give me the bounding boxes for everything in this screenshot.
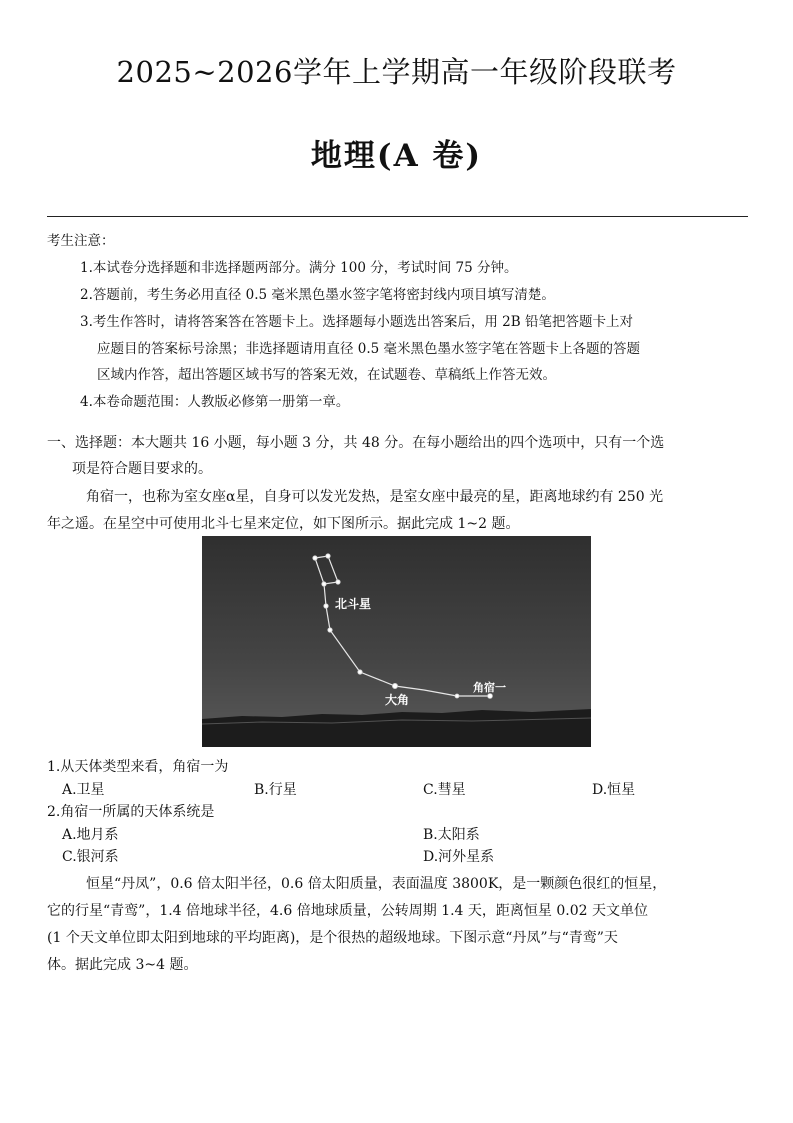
notice-heading: 考生注意： [47,233,115,249]
q2-option-a: A.地月系 [62,827,119,843]
page-title: 2025~2026学年上学期高一年级阶段联考 [116,55,677,89]
star-map-figure [202,536,591,747]
passage-2-line-4: 体。据此完成 3~4 题。 [47,957,198,973]
label-beidou: 北斗星 [335,597,372,611]
q1-option-a: A.卫星 [62,782,105,798]
q2-option-d: D.河外星系 [423,849,495,865]
passage-1-line-1: 角宿一，也称为室女座α星，自身可以发光发热，是室女座中最亮的星，距离地球约有 250 光 [86,489,664,505]
q2-option-c: C.银河系 [62,849,119,865]
header-divider [47,216,748,217]
label-dajiao: 大角 [385,693,410,707]
q1-option-b: B.行星 [254,782,297,798]
page-subtitle: 地理(A 卷) [310,138,483,174]
section-heading: 一、选择题：本大题共 16 小题，每小题 3 分，共 48 分。在每小题给出的四个选项中，只有一个选 [47,435,665,451]
q2-option-b: B.太阳系 [423,827,480,843]
q1-stem: 1.从天体类型来看，角宿一为 [47,759,229,775]
notice-item-1: 1.本试卷分选择题和非选择题两部分。满分 100 分，考试时间 75 分钟。 [80,260,518,276]
label-jiaosu: 角宿一 [473,681,506,694]
q2-stem: 2.角宿一所属的天体系统是 [47,804,215,820]
notice-item-3-cont-1: 应题目的答案标号涂黑；非选择题请用直径 0.5 毫米黑色墨水签字笔在答题卡上各题的答题 [97,341,641,357]
notice-item-2: 2.答题前，考生务必用直径 0.5 毫米黑色墨水签字笔将密封线内项目填写清楚。 [80,287,555,303]
notice-item-3: 3.考生作答时，请将答案答在答题卡上。选择题每小题选出答案后，用 2B 铅笔把答题卡上对 [80,314,633,330]
passage-1-line-2: 年之遥。在星空中可使用北斗七星来定位，如下图所示。据此完成 1~2 题。 [47,516,520,532]
passage-2-line-2: 它的行星“青鸾”，1.4 倍地球半径，4.6 倍地球质量，公转周期 1.4 天，距离恒星 0.02 天文单位 [47,903,648,919]
passage-2-line-1: 恒星“丹凤”，0.6 倍太阳半径，0.6 倍太阳质量，表面温度 3800K，是一颗颜色很红的恒星， [86,876,667,892]
q1-option-c: C.彗星 [423,782,466,798]
section-heading-cont: 项是符合题目要求的。 [72,461,212,477]
q1-option-d: D.恒星 [592,782,636,798]
notice-item-4: 4.本卷命题范围：人教版必修第一册第一章。 [80,394,350,410]
passage-2-line-3: (1 个天文单位即太阳到地球的平均距离)，是个很热的超级地球。下图示意“丹凤”与“青鸾”天 [47,930,618,946]
notice-item-3-cont-2: 区域内作答，超出答题区域书写的答案无效，在试题卷、草稿纸上作答无效。 [97,367,556,383]
